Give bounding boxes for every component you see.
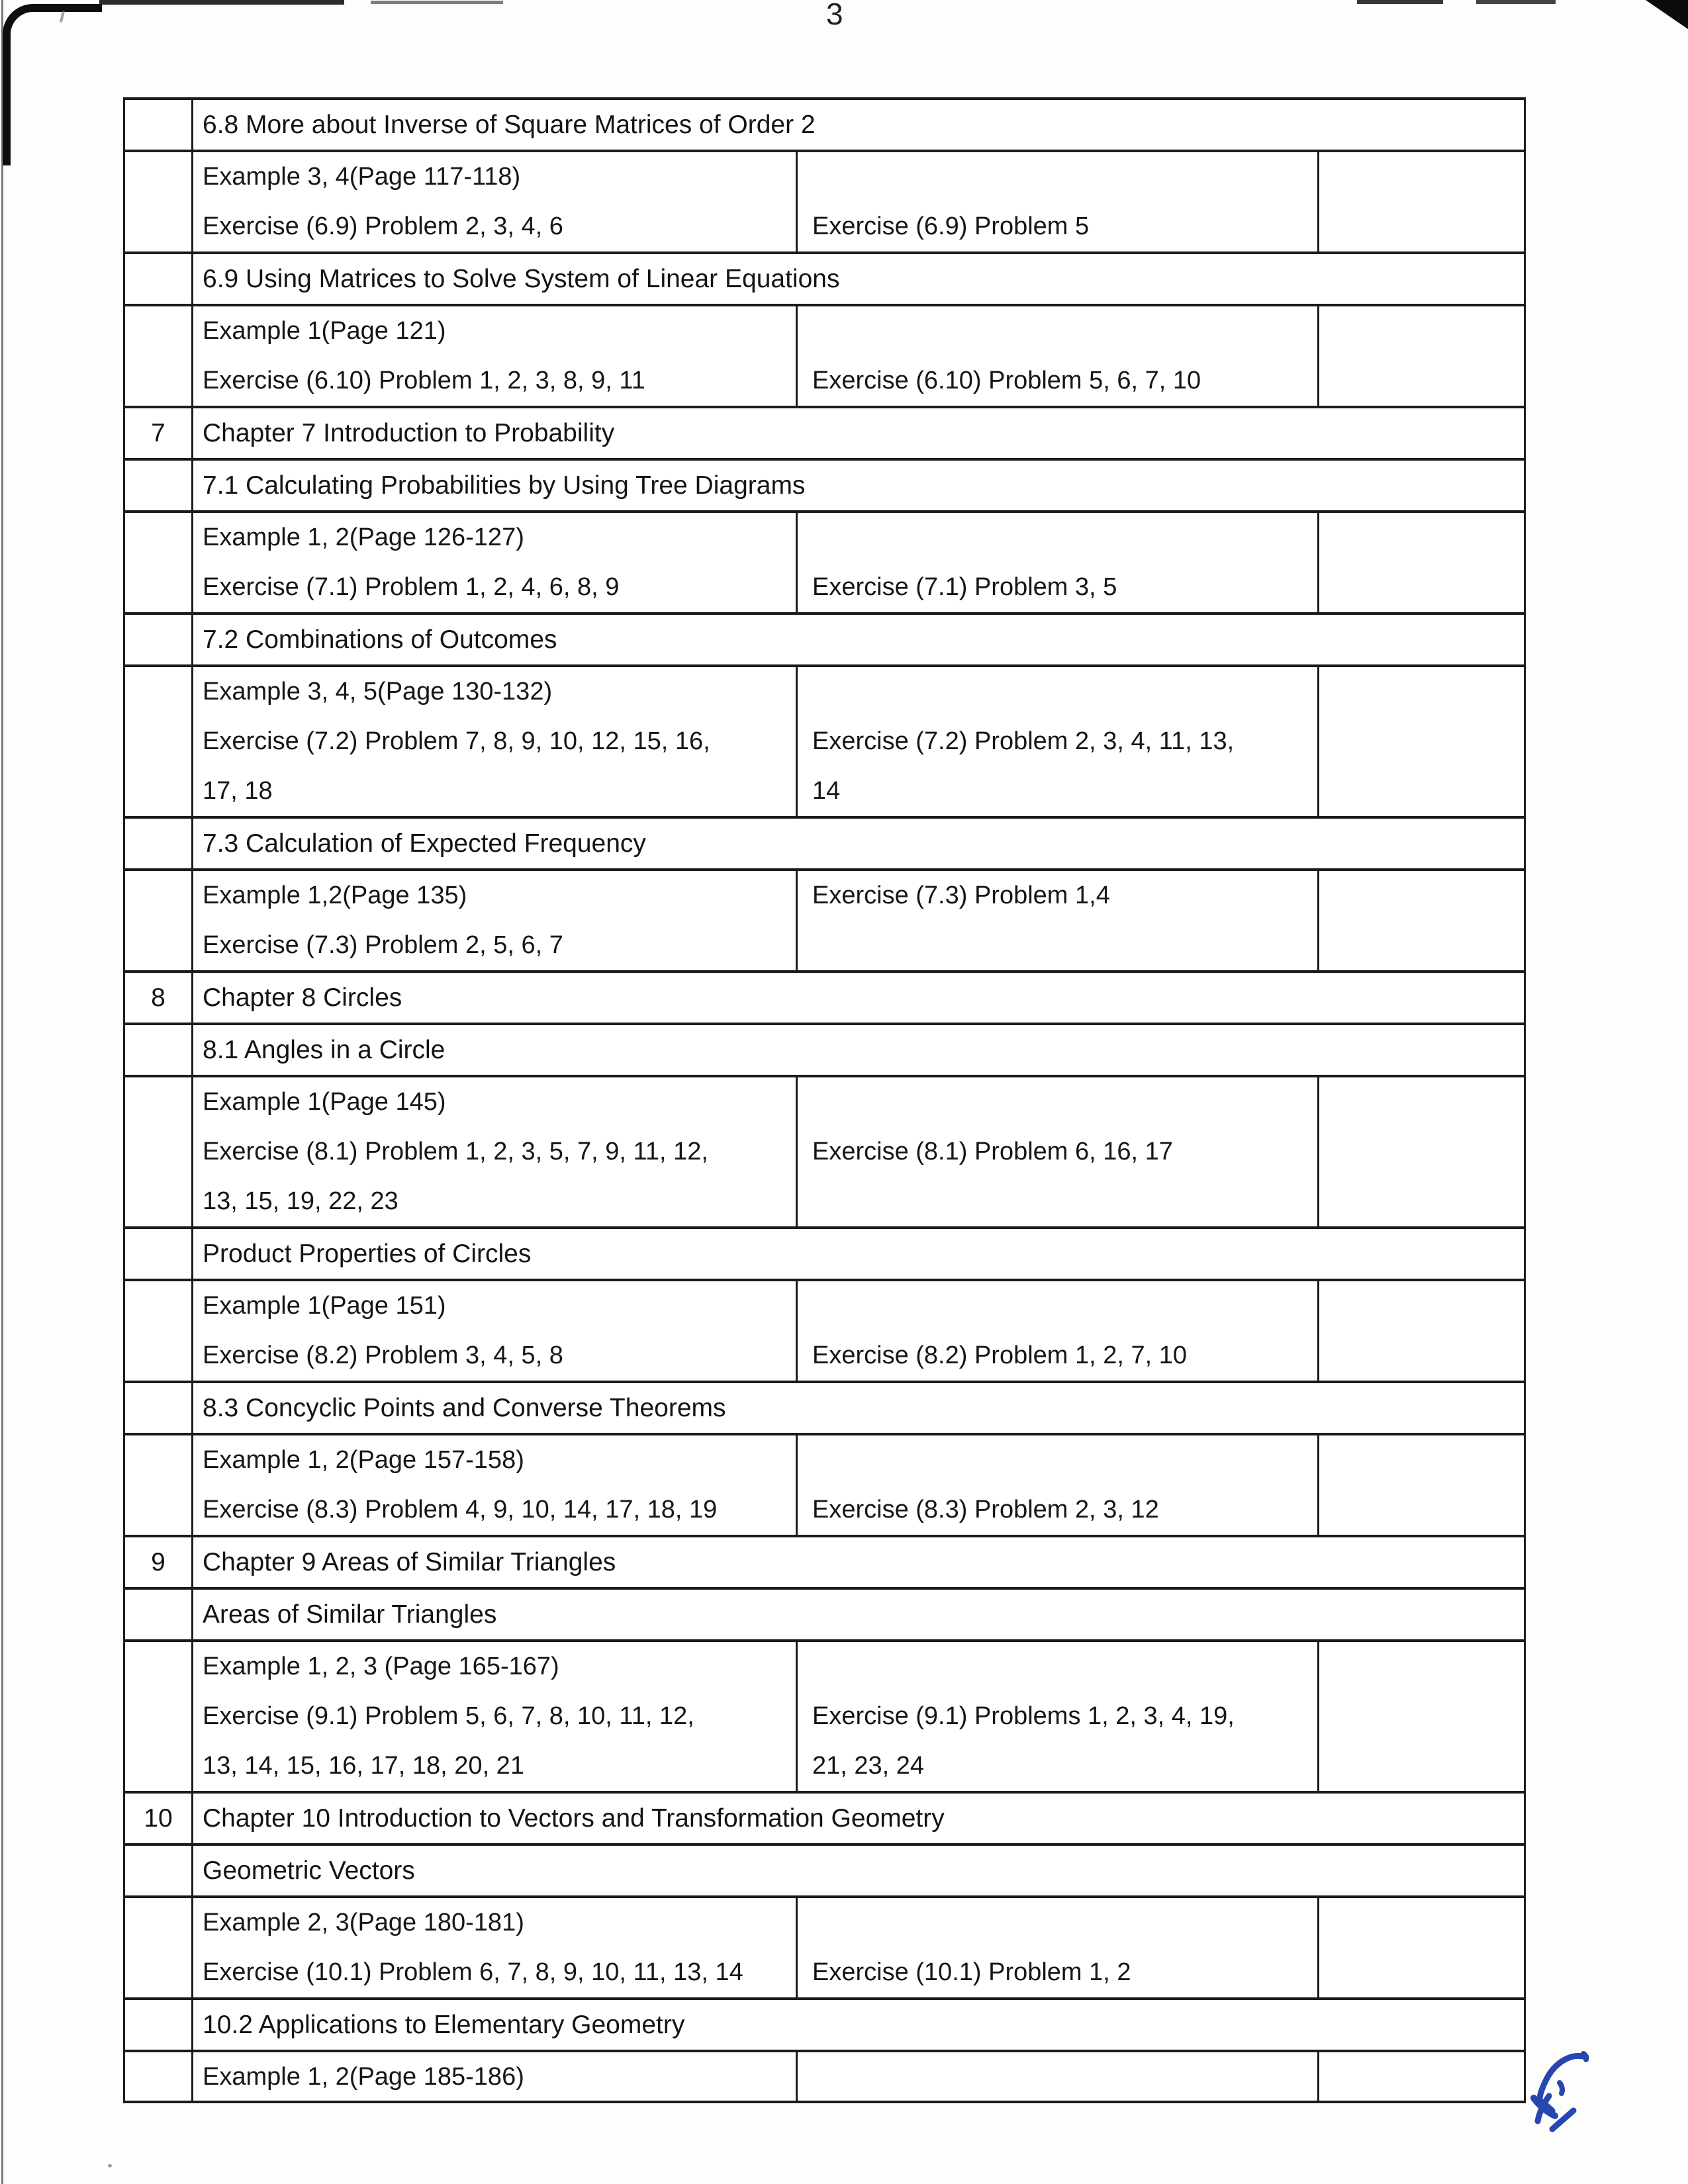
row-number-cell	[125, 819, 193, 868]
example-exercise-cell	[193, 667, 798, 816]
example-exercise-cell	[193, 871, 798, 970]
empty-cell	[1319, 2052, 1524, 2101]
table-row	[125, 1077, 1524, 1229]
chapter-number-cell	[125, 1794, 193, 1843]
exercise-right-text: Exercise (10.1) Problem 1, 2	[812, 1958, 1131, 1986]
section-title-cell	[193, 1383, 1524, 1433]
example-text: Example 3, 4, 5(Page 130-132)	[203, 678, 553, 705]
exercise-right-text: Exercise (8.2) Problem 1, 2, 7, 10	[812, 1342, 1188, 1369]
exercise-left-text: Exercise (10.1) Problem 6, 7, 8, 9, 10, 11, 13, 14	[203, 1958, 743, 1986]
empty-cell	[1319, 1435, 1524, 1535]
table-row	[125, 973, 1524, 1025]
table-row	[125, 461, 1524, 513]
chapter-title-cell	[193, 1537, 1524, 1587]
exercise-left-text: Exercise (7.2) Problem 7, 8, 9, 10, 12, 15, 16, 17, 18	[203, 727, 710, 805]
example-exercise-cell	[193, 1435, 798, 1535]
table-row	[125, 1846, 1524, 1898]
scan-artifact-top-dash	[1476, 0, 1556, 4]
empty-cell	[1319, 1898, 1524, 1997]
row-number-cell	[125, 615, 193, 664]
section-title: 6.9 Using Matrices to Solve System of Linear Equations	[203, 265, 840, 293]
row-number-cell	[125, 1383, 193, 1433]
example-text: Example 1(Page 145)	[203, 1088, 446, 1116]
section-title: Geometric Vectors	[203, 1856, 415, 1885]
scan-artifact-top-dash	[99, 0, 344, 5]
chapter-title: Chapter 10 Introduction to Vectors and Transformation Geometry	[203, 1804, 945, 1833]
chapter-title-cell	[193, 973, 1524, 1023]
exercise-left-text: Exercise (6.10) Problem 1, 2, 3, 8, 9, 11	[203, 367, 645, 394]
table-row	[125, 1229, 1524, 1281]
table-row	[125, 1281, 1524, 1383]
row-number-cell	[125, 1025, 193, 1075]
chapter-title: Chapter 9 Areas of Similar Triangles	[203, 1548, 616, 1576]
example-text: Example 1,2(Page 135)	[203, 882, 467, 909]
exercise-cell	[798, 667, 1319, 816]
exercise-left-text: Exercise (8.3) Problem 4, 9, 10, 14, 17, 18, 19	[203, 1496, 718, 1524]
exercise-right-text: Exercise (7.2) Problem 2, 3, 4, 11, 13, 14	[812, 727, 1235, 805]
example-exercise-cell	[193, 1898, 798, 1997]
table-row	[125, 408, 1524, 461]
row-number-cell	[125, 1281, 193, 1381]
example-exercise-cell	[193, 152, 798, 251]
exercise-left-text: Exercise (7.1) Problem 1, 2, 4, 6, 8, 9	[203, 573, 620, 601]
row-number-cell	[125, 1642, 193, 1791]
section-title-cell	[193, 254, 1524, 304]
row-number-cell	[125, 2052, 193, 2101]
chapter-number-cell	[125, 973, 193, 1023]
table-row	[125, 1025, 1524, 1077]
table-row	[125, 1537, 1524, 1590]
scan-artifact-top-dash	[1357, 0, 1443, 4]
example-exercise-cell	[193, 306, 798, 406]
exercise-right-text: Exercise (6.10) Problem 5, 6, 7, 10	[812, 367, 1201, 394]
exercise-left-text: Exercise (9.1) Problem 5, 6, 7, 8, 10, 11, 12, 13, 14, 15, 16, 17, 18, 20, 21	[203, 1702, 694, 1780]
row-number-cell	[125, 1590, 193, 1639]
table-row	[125, 254, 1524, 306]
exercise-cell	[798, 513, 1319, 612]
row-number-cell	[125, 100, 193, 150]
exercise-cell	[798, 1898, 1319, 1997]
section-title-cell	[193, 1025, 1524, 1075]
chapter-number: 10	[144, 1804, 173, 1833]
exercise-cell	[798, 306, 1319, 406]
exercise-cell	[798, 2052, 1319, 2101]
empty-cell	[1319, 1642, 1524, 1791]
empty-cell	[1319, 513, 1524, 612]
empty-cell	[1319, 871, 1524, 970]
table-row	[125, 1642, 1524, 1794]
table-row	[125, 152, 1524, 254]
table-row	[125, 2000, 1524, 2052]
exercise-right-text: Exercise (6.9) Problem 5	[812, 212, 1090, 240]
section-title: 8.3 Concyclic Points and Converse Theorems	[203, 1394, 726, 1422]
row-number-cell	[125, 1435, 193, 1535]
exercise-left-text: Exercise (8.1) Problem 1, 2, 3, 5, 7, 9, 11, 12, 13, 15, 19, 22, 23	[203, 1138, 708, 1215]
exercise-cell	[798, 1281, 1319, 1381]
empty-cell	[1319, 667, 1524, 816]
empty-cell	[1319, 306, 1524, 406]
toc-table	[123, 97, 1526, 2103]
row-number-cell	[125, 306, 193, 406]
table-row	[125, 306, 1524, 408]
scan-artifact-top-left-corner	[3, 4, 102, 165]
scan-artifact-left-edge	[1, 0, 3, 2184]
chapter-title-cell	[193, 408, 1524, 458]
exercise-right-text: Exercise (8.1) Problem 6, 16, 17	[812, 1138, 1173, 1165]
example-exercise-cell	[193, 1077, 798, 1226]
section-title: Areas of Similar Triangles	[203, 1600, 497, 1629]
table-row	[125, 667, 1524, 819]
exercise-right-text: Exercise (7.1) Problem 3, 5	[812, 573, 1117, 601]
example-text: Example 1(Page 151)	[203, 1292, 446, 1320]
section-title-cell	[193, 1229, 1524, 1279]
section-title-cell	[193, 615, 1524, 664]
scan-artifact-top-right-corner	[1646, 0, 1688, 29]
exercise-left-text: Exercise (7.3) Problem 2, 5, 6, 7	[203, 931, 563, 959]
exercise-cell	[798, 152, 1319, 251]
pen-mark	[1516, 2038, 1628, 2144]
exercise-cell	[798, 1435, 1319, 1535]
example-text: Example 2, 3(Page 180-181)	[203, 1909, 524, 1936]
chapter-number: 9	[151, 1548, 165, 1576]
row-number-cell	[125, 152, 193, 251]
table-row	[125, 1383, 1524, 1435]
exercise-right-text: Exercise (7.3) Problem 1,4	[812, 882, 1110, 909]
empty-cell	[1319, 1281, 1524, 1381]
chapter-title-cell	[193, 1794, 1524, 1843]
chapter-number: 7	[151, 419, 165, 447]
chapter-number-cell	[125, 1537, 193, 1587]
row-number-cell	[125, 1846, 193, 1895]
example-text: Example 1, 2(Page 126-127)	[203, 523, 524, 551]
chapter-title: Chapter 8 Circles	[203, 983, 402, 1012]
example-text: Example 1(Page 121)	[203, 317, 446, 345]
chapter-number: 8	[151, 983, 165, 1012]
table-row	[125, 1898, 1524, 2000]
example-text: Example 1, 2, 3 (Page 165-167)	[203, 1653, 559, 1680]
empty-cell	[1319, 152, 1524, 251]
example-exercise-cell	[193, 2052, 798, 2101]
row-number-cell	[125, 1077, 193, 1226]
example-exercise-cell	[193, 1281, 798, 1381]
table-row	[125, 871, 1524, 973]
row-number-cell	[125, 667, 193, 816]
row-number-cell	[125, 1898, 193, 1997]
table-row	[125, 513, 1524, 615]
table-row	[125, 1590, 1524, 1642]
table-row	[125, 1435, 1524, 1537]
row-number-cell	[125, 461, 193, 510]
table-row	[125, 1794, 1524, 1846]
row-number-cell	[125, 254, 193, 304]
section-title: 7.2 Combinations of Outcomes	[203, 625, 557, 654]
section-title: 8.1 Angles in a Circle	[203, 1036, 445, 1064]
scan-artifact-dot	[108, 2164, 112, 2167]
example-exercise-cell	[193, 1642, 798, 1791]
section-title: 7.1 Calculating Probabilities by Using Tree Diagrams	[203, 471, 806, 500]
row-number-cell	[125, 2000, 193, 2050]
chapter-number-cell	[125, 408, 193, 458]
section-title-cell	[193, 461, 1524, 510]
example-exercise-cell	[193, 513, 798, 612]
section-title: 7.3 Calculation of Expected Frequency	[203, 829, 646, 858]
section-title-cell	[193, 819, 1524, 868]
exercise-cell	[798, 871, 1319, 970]
exercise-right-text: Exercise (8.3) Problem 2, 3, 12	[812, 1496, 1159, 1524]
row-number-cell	[125, 871, 193, 970]
section-title-cell	[193, 2000, 1524, 2050]
row-number-cell	[125, 1229, 193, 1279]
example-text: Example 3, 4(Page 117-118)	[203, 163, 521, 191]
section-title: Product Properties of Circles	[203, 1240, 532, 1268]
exercise-cell	[798, 1642, 1319, 1791]
section-title-cell	[193, 1590, 1524, 1639]
exercise-left-text: Exercise (6.9) Problem 2, 3, 4, 6	[203, 212, 563, 240]
table-row	[125, 615, 1524, 667]
section-title: 6.8 More about Inverse of Square Matrices of Order 2	[203, 111, 816, 139]
chapter-title: Chapter 7 Introduction to Probability	[203, 419, 615, 447]
section-title: 10.2 Applications to Elementary Geometry	[203, 2011, 685, 2039]
section-title-cell	[193, 1846, 1524, 1895]
exercise-left-text: Exercise (8.2) Problem 3, 4, 5, 8	[203, 1342, 563, 1369]
empty-cell	[1319, 1077, 1524, 1226]
table-row	[125, 100, 1524, 152]
example-text: Example 1, 2(Page 157-158)	[203, 1446, 524, 1474]
table-row	[125, 2052, 1524, 2103]
page-number: 3	[826, 0, 843, 31]
section-title-cell	[193, 100, 1524, 150]
table-row	[125, 819, 1524, 871]
row-number-cell	[125, 513, 193, 612]
example-text: Example 1, 2(Page 185-186)	[203, 2063, 524, 2091]
exercise-right-text: Exercise (9.1) Problems 1, 2, 3, 4, 19, 21, 23, 24	[812, 1702, 1235, 1780]
scan-artifact-top-dash	[371, 1, 503, 4]
exercise-cell	[798, 1077, 1319, 1226]
